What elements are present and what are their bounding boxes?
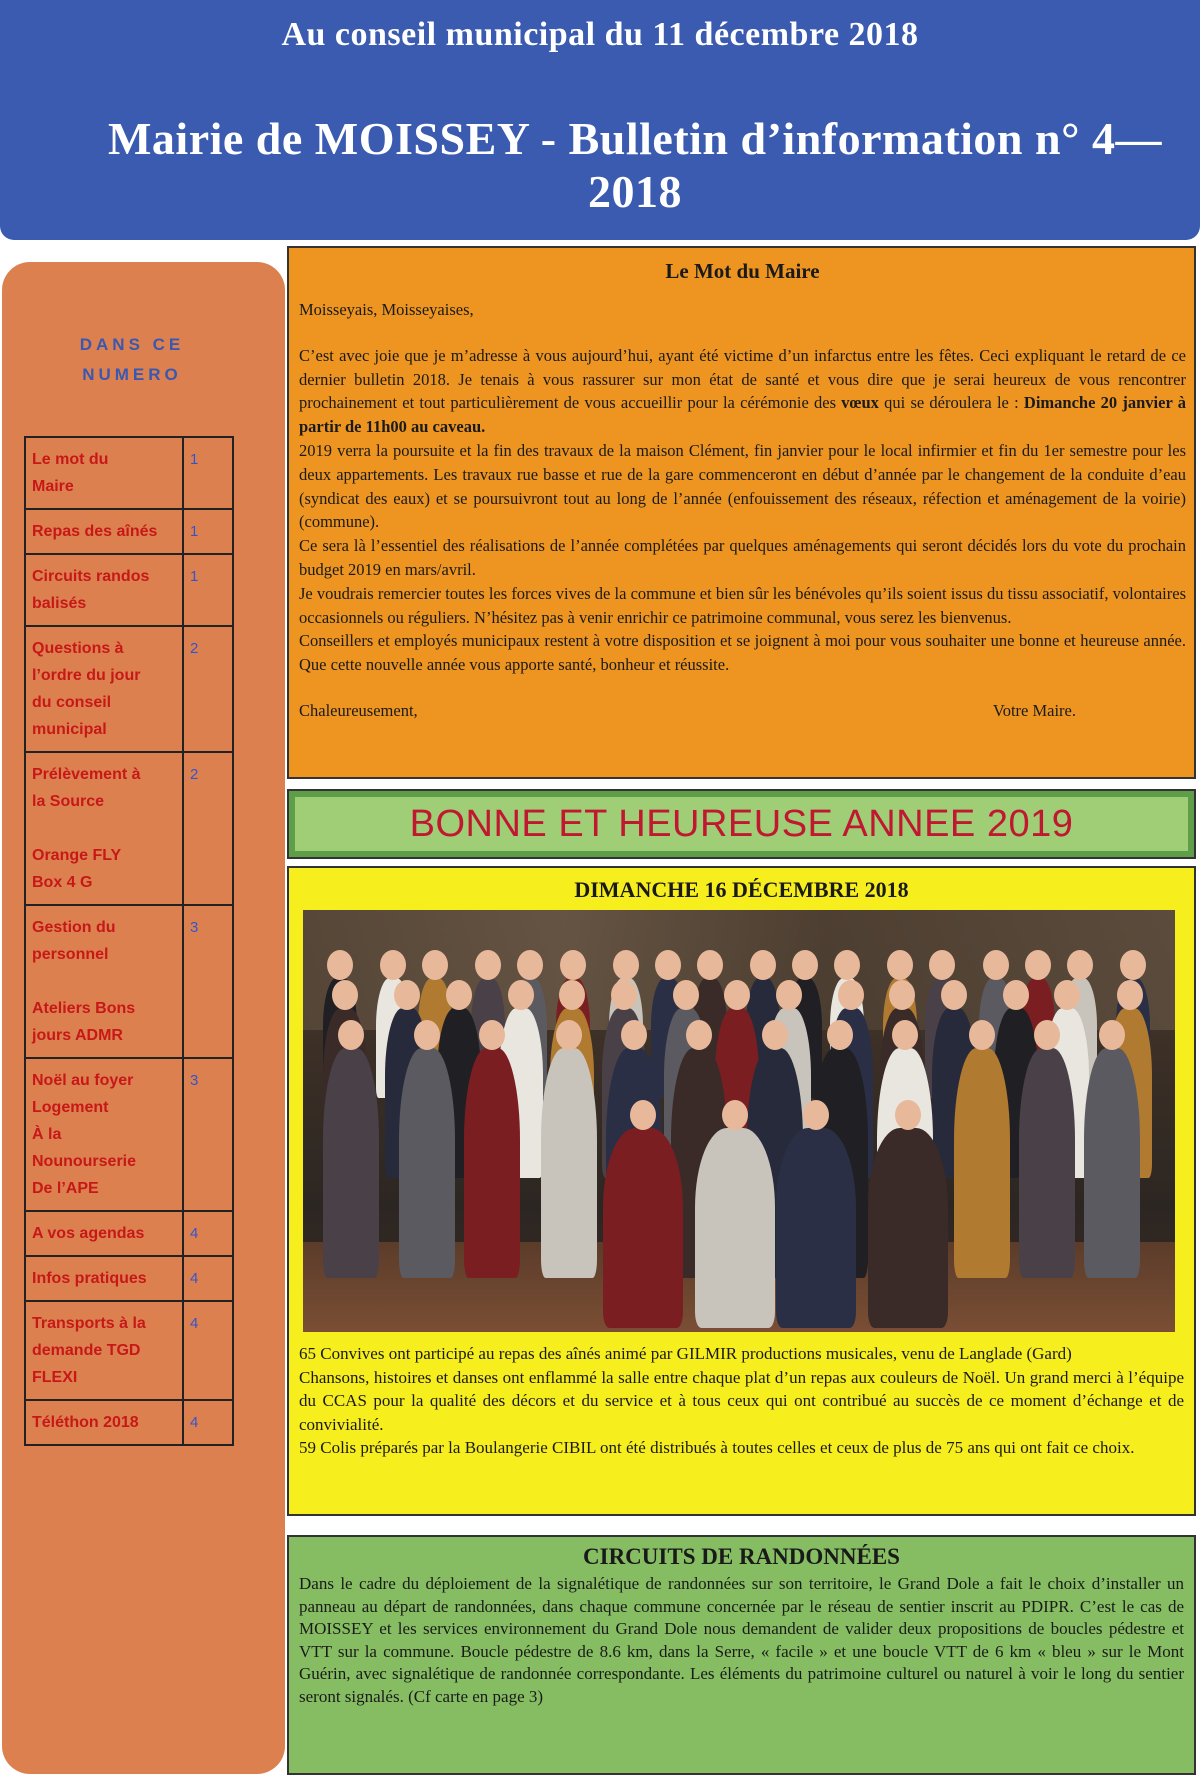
toc-page-number: 1: [190, 451, 199, 468]
toc-row: [26, 555, 232, 627]
toc-row: [26, 1302, 232, 1401]
photo-head: [1003, 980, 1029, 1010]
sidebar-contents: [2, 262, 285, 1774]
toc-row: [26, 1059, 232, 1212]
photo-head: [969, 1020, 995, 1050]
letter-paragraph: C’est avec joie que je m’adresse à vous aujourd’hui, ayant été victime d’un infarctus entre les fêtes. Ceci expliquant le retard de ce dernier bulletin 2018. Je tenais à vous rassurer sur mon état de santé et vous dire que je serai heureux de vous rencontrer prochainement et tout particulièrement de vous accueillir pour la cérémonie des vœux qui se déroulera le : Dimanche 20 janvier à partir de 11h00 au caveau.: [299, 345, 1186, 437]
mayor-letter-body: [299, 344, 1186, 677]
photo-person: [695, 1128, 775, 1328]
toc-heading: DANS CE NUMERO: [79, 335, 185, 384]
photo-head: [380, 950, 406, 980]
letter-paragraph: Conseillers et employés municipaux restent à votre disposition et se joignent à moi pour vous souhaiter une bonne et heureuse année. Que cette nouvelle année vous apporte santé, bonheur et réussite.: [299, 631, 1186, 675]
photo-head: [686, 1020, 712, 1050]
bulletin-title: Mairie de MOISSEY - Bulletin d’information n° 4—2018: [108, 113, 1162, 217]
photo-head: [560, 950, 586, 980]
photo-head: [895, 1100, 921, 1130]
photo-head: [1067, 950, 1093, 980]
photo-head: [1025, 950, 1051, 980]
letter-signature: [299, 699, 1186, 723]
photo-head: [414, 1020, 440, 1050]
toc-page-number: 1: [190, 568, 199, 585]
group-photo: [303, 910, 1175, 1332]
toc-page-number: 3: [190, 919, 199, 936]
photo-head: [621, 1020, 647, 1050]
photo-head: [556, 1020, 582, 1050]
toc-label: Transports à la demande TGD FLEXI: [26, 1302, 184, 1399]
photo-head: [338, 1020, 364, 1050]
toc-page-number: 4: [190, 1270, 199, 1287]
photo-person: [541, 1048, 597, 1278]
photo-head: [655, 950, 681, 980]
toc-row: [26, 438, 232, 510]
toc-page-number: 2: [190, 766, 199, 783]
letter-paragraph: Ce sera là l’essentiel des réalisations de l’année complétées par quelques aménagements qui seront décidés lors du vote du prochain budget 2019 en mars/avril.: [299, 536, 1186, 579]
repas-aines-section: [287, 866, 1196, 1516]
signature: Votre Maire.: [992, 700, 1076, 720]
header-banner: [0, 0, 1200, 240]
toc-page-number: 3: [190, 1072, 199, 1089]
closing: Chaleureusement,: [299, 700, 418, 720]
photo-person: [464, 1048, 520, 1278]
photo-person: [776, 1128, 856, 1328]
photo-person: [603, 1128, 683, 1328]
circuits-text: Dans le cadre du déploiement de la signalétique de randonnées sur son territoire, le Grand Dole a fait le choix d’installer un panneau au départ de randonnées, dans chaque commune concernée par le réseau de sentier inscrit au PDIPR. C’est le cas de MOISSEY et les services environnement du Grand Dole nous demandent de valider deux propositions de boucles pédestre et VTT sur la commune. Boucle pédestre de 8.6 km, dans la Serre, « facile » et une boucle VTT de 6 km « bleu » sur le Mont Guérin, avec signalétique de randonnée correspondante. Les éléments du patrimoine culturel ou naturel à voir le long du sentier seront signalés. (Cf carte en page 3): [299, 1574, 1184, 1706]
toc-row: [26, 1212, 232, 1257]
letter-paragraph: Je voudrais remercier toutes les forces vives de la commune et bien sûr les bénévoles qu’ils soient issus du tissu associatif, volontaires occasionnels ou réguliers. N’hésitez pas à venir enrichir ce patrimoine communal, vous serez les bienvenus.: [299, 583, 1186, 627]
photo-head: [776, 980, 802, 1010]
photo-head: [446, 980, 472, 1010]
photo-person: [323, 1048, 379, 1278]
photo-head: [722, 1100, 748, 1130]
greeting: Moisseyais, Moisseyaises,: [299, 300, 474, 319]
event-date-title: DIMANCHE 16 DÉCEMBRE 2018: [574, 877, 909, 902]
mot-du-maire-section: [287, 246, 1196, 779]
toc-page-number: 4: [190, 1414, 199, 1431]
toc-label: Circuits randos balisés: [26, 555, 184, 625]
toc-page-number: 4: [190, 1315, 199, 1332]
photo-head: [750, 950, 776, 980]
photo-head: [1034, 1020, 1060, 1050]
toc-label: Infos pratiques: [26, 1257, 184, 1300]
photo-head: [762, 1020, 788, 1050]
toc-row: [26, 1257, 232, 1302]
toc-label: A vos agendas: [26, 1212, 184, 1255]
photo-head: [332, 980, 358, 1010]
photo-head: [1117, 980, 1143, 1010]
toc-label: Gestion du personnel Ateliers Bons jours ADMR: [26, 906, 184, 1057]
photo-head: [611, 980, 637, 1010]
photo-head: [803, 1100, 829, 1130]
new-year-banner: [287, 789, 1196, 859]
circuits-title: CIRCUITS DE RANDONNÉES: [583, 1544, 900, 1569]
photo-head: [613, 950, 639, 980]
photo-person: [954, 1048, 1010, 1278]
photo-head: [983, 950, 1009, 980]
letter-paragraph: 2019 verra la poursuite et la fin des travaux de la maison Clément, fin janvier pour le local infirmier et fin du 1er semestre pour les deux appartements. Les travaux rue basse et rue de la gare commenceront en début d’année par le changement de la conduite d’eau (syndicat des eaux) et se poursuivront tout au long de l’année (enfouissement des réseaux, réfection et aménagement de la voirie) (commune).: [299, 440, 1186, 532]
table-of-contents: [24, 436, 234, 1446]
new-year-text: BONNE ET HEUREUSE ANNEE 2019: [295, 797, 1188, 851]
photo-head: [508, 980, 534, 1010]
toc-label: Téléthon 2018: [26, 1401, 184, 1444]
toc-row: [26, 906, 232, 1059]
circuits-section: [287, 1535, 1196, 1775]
event-paragraph: 59 Colis préparés par la Boulangerie CIBIL ont été distribués à toutes celles et ceux de plus de 75 ans qui ont fait ce choix.: [299, 1438, 1135, 1457]
toc-row: [26, 510, 232, 555]
photo-head: [792, 950, 818, 980]
event-paragraph: 65 Convives ont participé au repas des aînés animé par GILMIR productions musicales, venu de Langlade (Gard): [299, 1344, 1072, 1363]
toc-row: [26, 1401, 232, 1444]
photo-head: [827, 1020, 853, 1050]
photo-head: [327, 950, 353, 980]
council-date-line: Au conseil municipal du 11 décembre 2018: [281, 16, 919, 53]
toc-label: Questions à l’ordre du jour du conseil municipal: [26, 627, 184, 751]
photo-head: [941, 980, 967, 1010]
mot-du-maire-title: Le Mot du Maire: [665, 259, 820, 283]
toc-label: Prélèvement à la Source Orange FLY Box 4 G: [26, 753, 184, 904]
photo-head: [697, 950, 723, 980]
toc-label: Le mot du Maire: [26, 438, 184, 508]
photo-head: [1099, 1020, 1125, 1050]
photo-person: [399, 1048, 455, 1278]
toc-page-number: 4: [190, 1225, 199, 1242]
photo-head: [838, 980, 864, 1010]
event-paragraph: Chansons, histoires et danses ont enflammé la salle entre chaque plat d’un repas aux couleurs de Noël. Un grand merci à l’équipe du CCAS pour la qualité des décors et du service et à tous ceux qui ont contribué au succès de ce moment d’échange et de convivialité.: [299, 1367, 1184, 1434]
photo-person: [1019, 1048, 1075, 1278]
toc-page-number: 1: [190, 523, 199, 540]
toc-label: Repas des aînés: [26, 510, 184, 553]
toc-page-number: 2: [190, 640, 199, 657]
toc-row: [26, 753, 232, 906]
toc-label: Noël au foyer Logement À la Nounourserie De l’APE: [26, 1059, 184, 1210]
photo-person: [868, 1128, 948, 1328]
photo-head: [630, 1100, 656, 1130]
photo-head: [673, 980, 699, 1010]
toc-row: [26, 627, 232, 753]
photo-person: [1084, 1048, 1140, 1278]
photo-head: [1120, 950, 1146, 980]
